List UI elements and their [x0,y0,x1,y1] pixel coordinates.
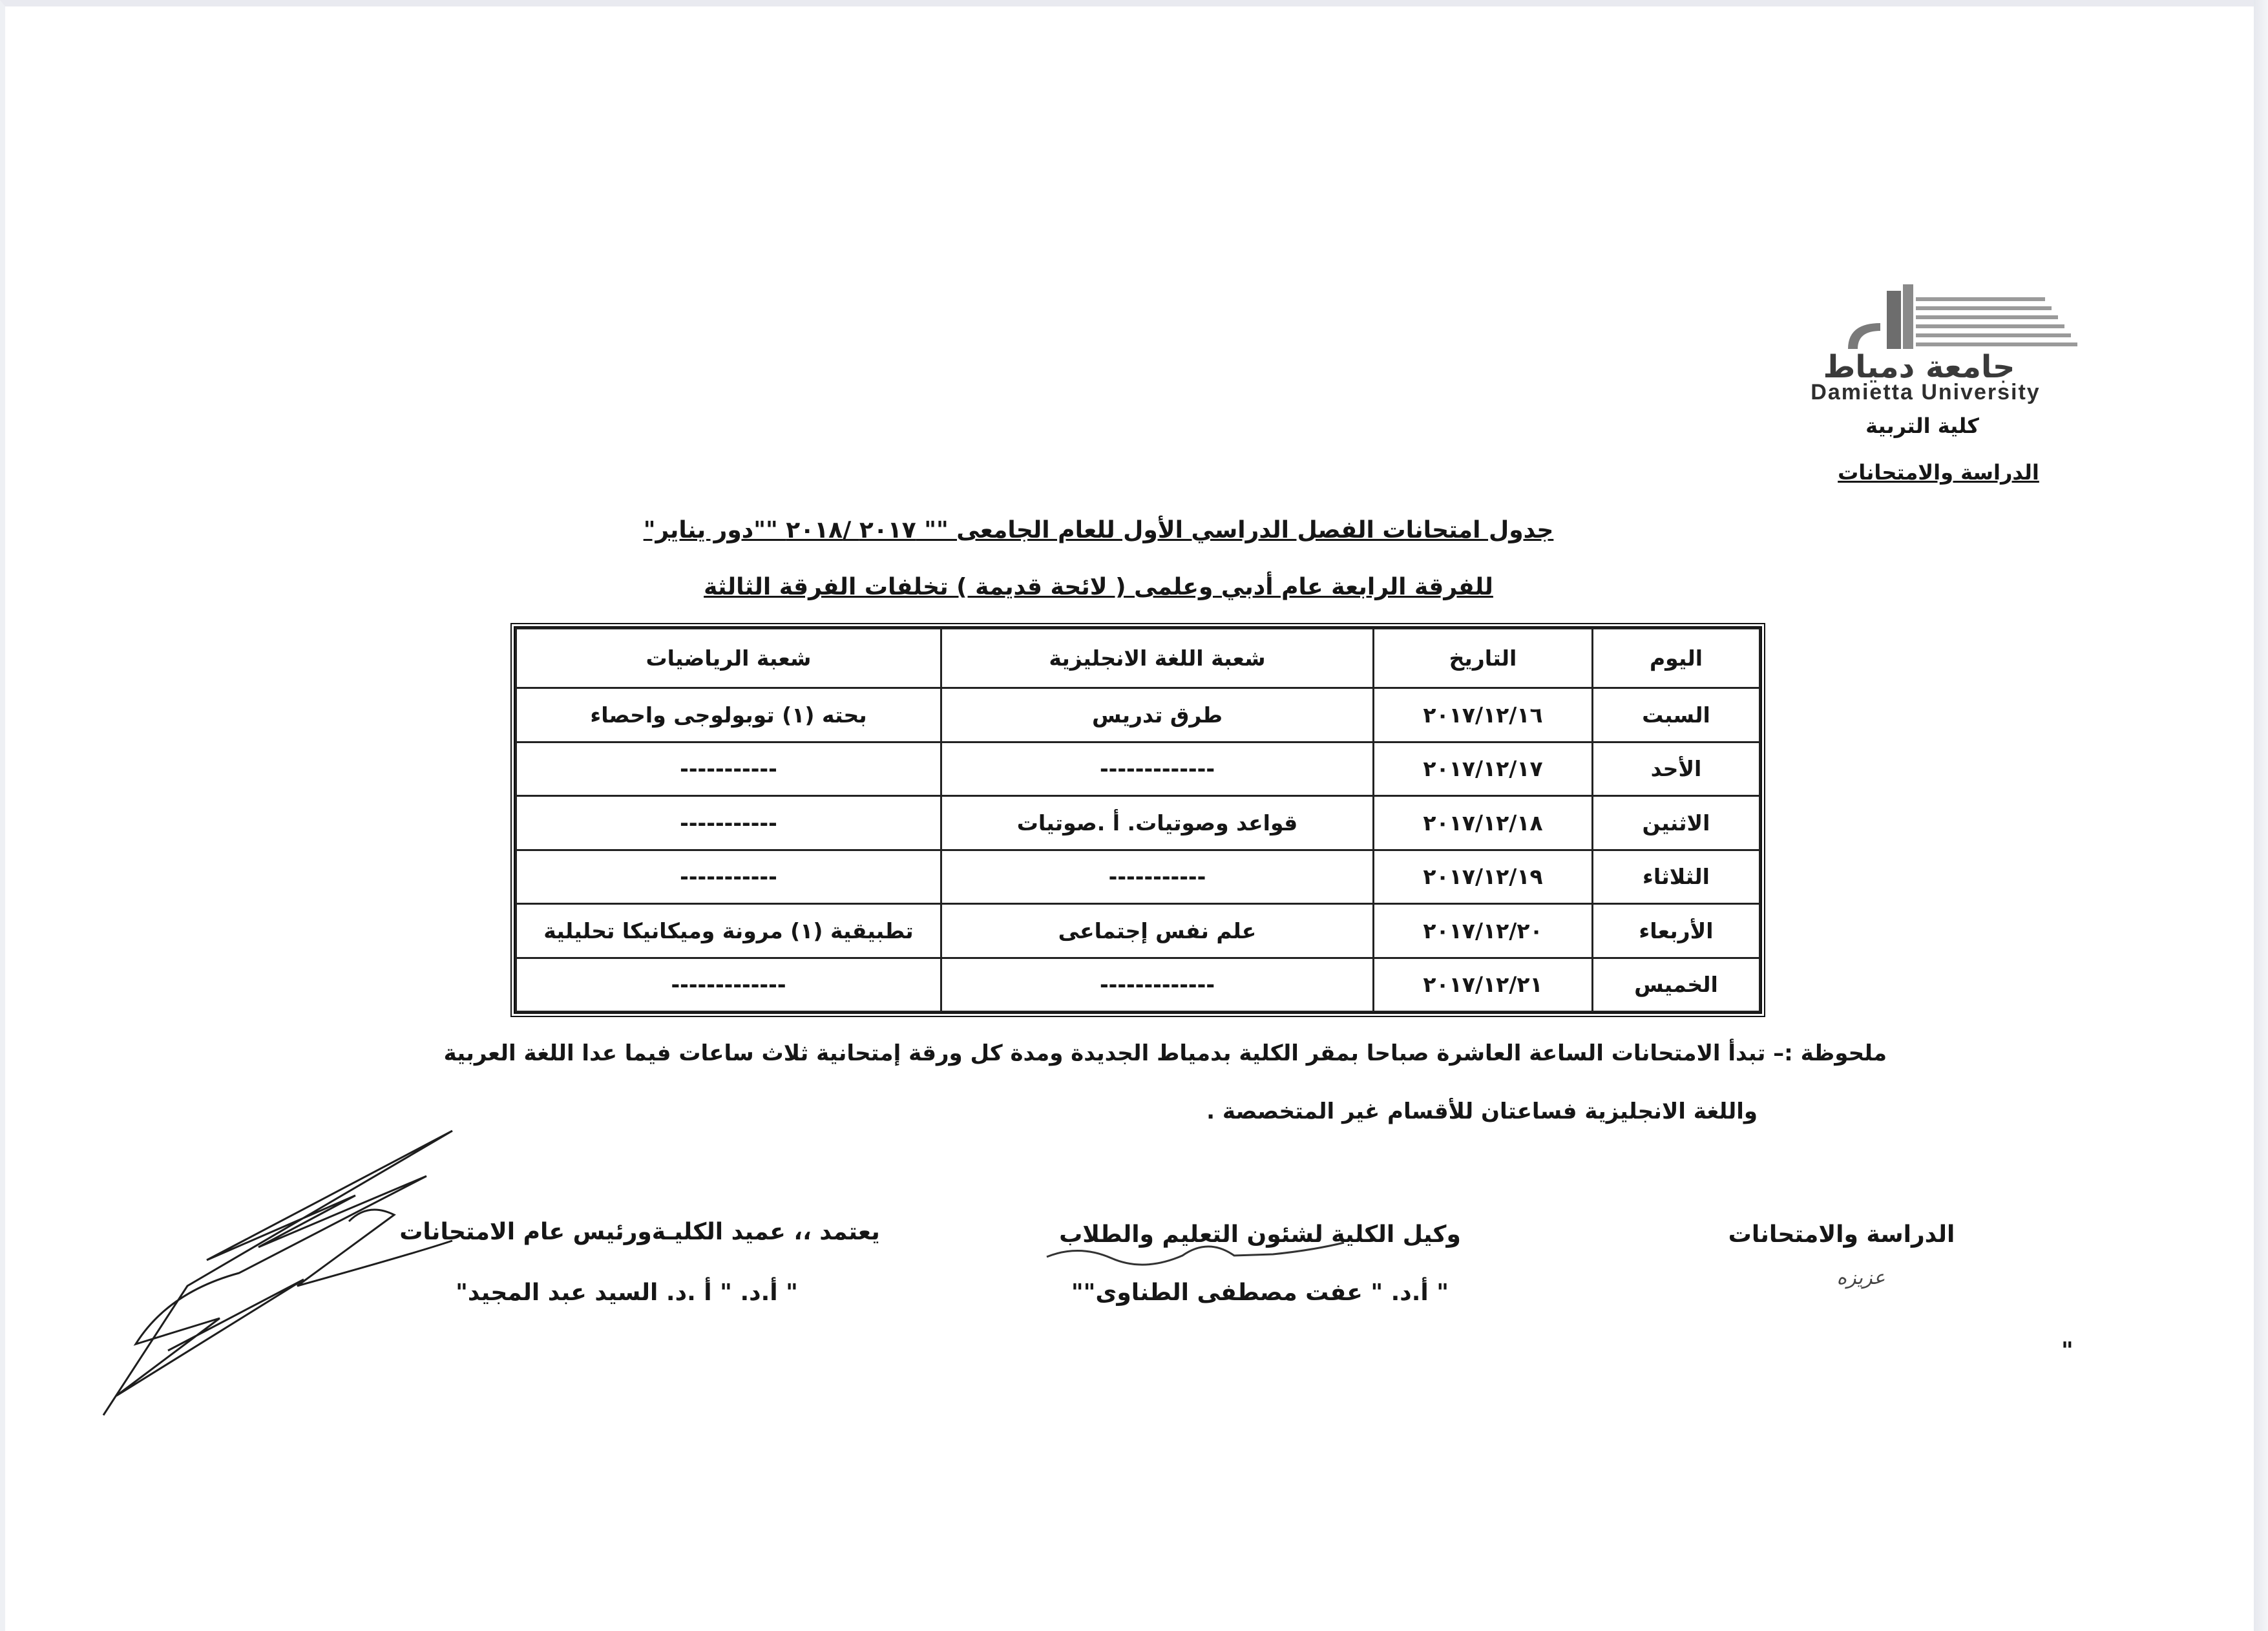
table-header-row [516,629,1760,688]
university-logo [1770,284,2094,405]
cell-english: ------------- [941,958,1374,1012]
scan-edge [2254,0,2268,1631]
table-row [516,958,1760,1012]
logo-emblem-icon [1770,284,2081,355]
cell-math: ----------- [516,796,941,850]
exams-dept-title: الدراسة والامتحانات [1728,1221,1955,1248]
vice-dean-name: " أ.د. " عفت مصطفى الطناوى"" [1071,1279,1449,1306]
header-date: التاريخ [1374,629,1593,688]
exam-schedule-table [510,623,1765,1017]
table-row [516,904,1760,958]
table-row [516,850,1760,904]
table-row [516,796,1760,850]
cell-date: ٢٠١٧/١٢/١٩ [1374,850,1593,904]
schedule-subtitle: للفرقة الرابعة عام أدبي وعلمى ( لائحة قديمة ) تخلفات الفرقة الثالثة [704,574,1493,600]
logo-university-latin: Damietta University [1811,380,2041,405]
header-math: شعبة الرياضيات [516,629,941,688]
cell-day: الأحد [1593,742,1760,796]
table-row [516,742,1760,796]
dean-title: يعتمد ،، عميد الكليـةورئيس عام الامتحانات [399,1219,880,1245]
cell-math: تطبيقية (١) مرونة وميكانيكا تحليلية [516,904,941,958]
exams-dept-signature: عزيزه [1836,1267,1885,1289]
cell-day: الثلاثاء [1593,850,1760,904]
dean-name: " أ.د. " أ .د. السيد عبد المجيد" [456,1279,798,1306]
cell-english: طرق تدريس [941,688,1374,742]
cell-math: بحته (١) توبولوجى واحصاء [516,688,941,742]
cell-english: ----------- [941,850,1374,904]
cell-math: ----------- [516,850,941,904]
cell-day: الأربعاء [1593,904,1760,958]
cell-date: ٢٠١٧/١٢/١٨ [1374,796,1593,850]
cell-math: ----------- [516,742,941,796]
department-name: الدراسة والامتحانات [1838,460,2039,485]
cell-english: قواعد وصوتيات. أ .صوتيات [941,796,1374,850]
cell-math: ------------- [516,958,941,1012]
vice-dean-signature [1040,1231,1376,1270]
cell-day: السبت [1593,688,1760,742]
faculty-name: كلية التربية [1865,414,1979,438]
cell-date: ٢٠١٧/١٢/١٧ [1374,742,1593,796]
note-line-1: ملحوظة :– تبدأ الامتحانات الساعة العاشرة صباحا بمقر الكلية بدمياط الجديدة ومدة كل ورقة إمتحانية ثلاث ساعات فيما عدا اللغة العربية [443,1040,1887,1066]
dean-signature [90,1124,504,1428]
cell-day: الاثنين [1593,796,1760,850]
note-line-2: واللغة الانجليزية فساعتان للأقسام غير المتخصصة . [1206,1099,1758,1124]
schedule-title: جدول امتحانات الفصل الدراسي الأول للعام الجامعى "" ٢٠١٧ /٢٠١٨ ""دور يناير" [643,517,1554,543]
stray-quote-mark: " [2061,1338,2074,1364]
cell-english: ------------- [941,742,1374,796]
cell-date: ٢٠١٧/١٢/٢٠ [1374,904,1593,958]
header-day: اليوم [1593,629,1760,688]
cell-date: ٢٠١٧/١٢/١٦ [1374,688,1593,742]
cell-english: علم نفس إجتماعى [941,904,1374,958]
header-english: شعبة اللغة الانجليزية [941,629,1374,688]
vice-dean-title: وكيل الكلية لشئون التعليم والطلاب [1059,1221,1461,1248]
cell-date: ٢٠١٧/١٢/٢١ [1374,958,1593,1012]
logo-university-arabic: جامعة دمياط [1823,349,2015,385]
table-row [516,688,1760,742]
cell-day: الخميس [1593,958,1760,1012]
